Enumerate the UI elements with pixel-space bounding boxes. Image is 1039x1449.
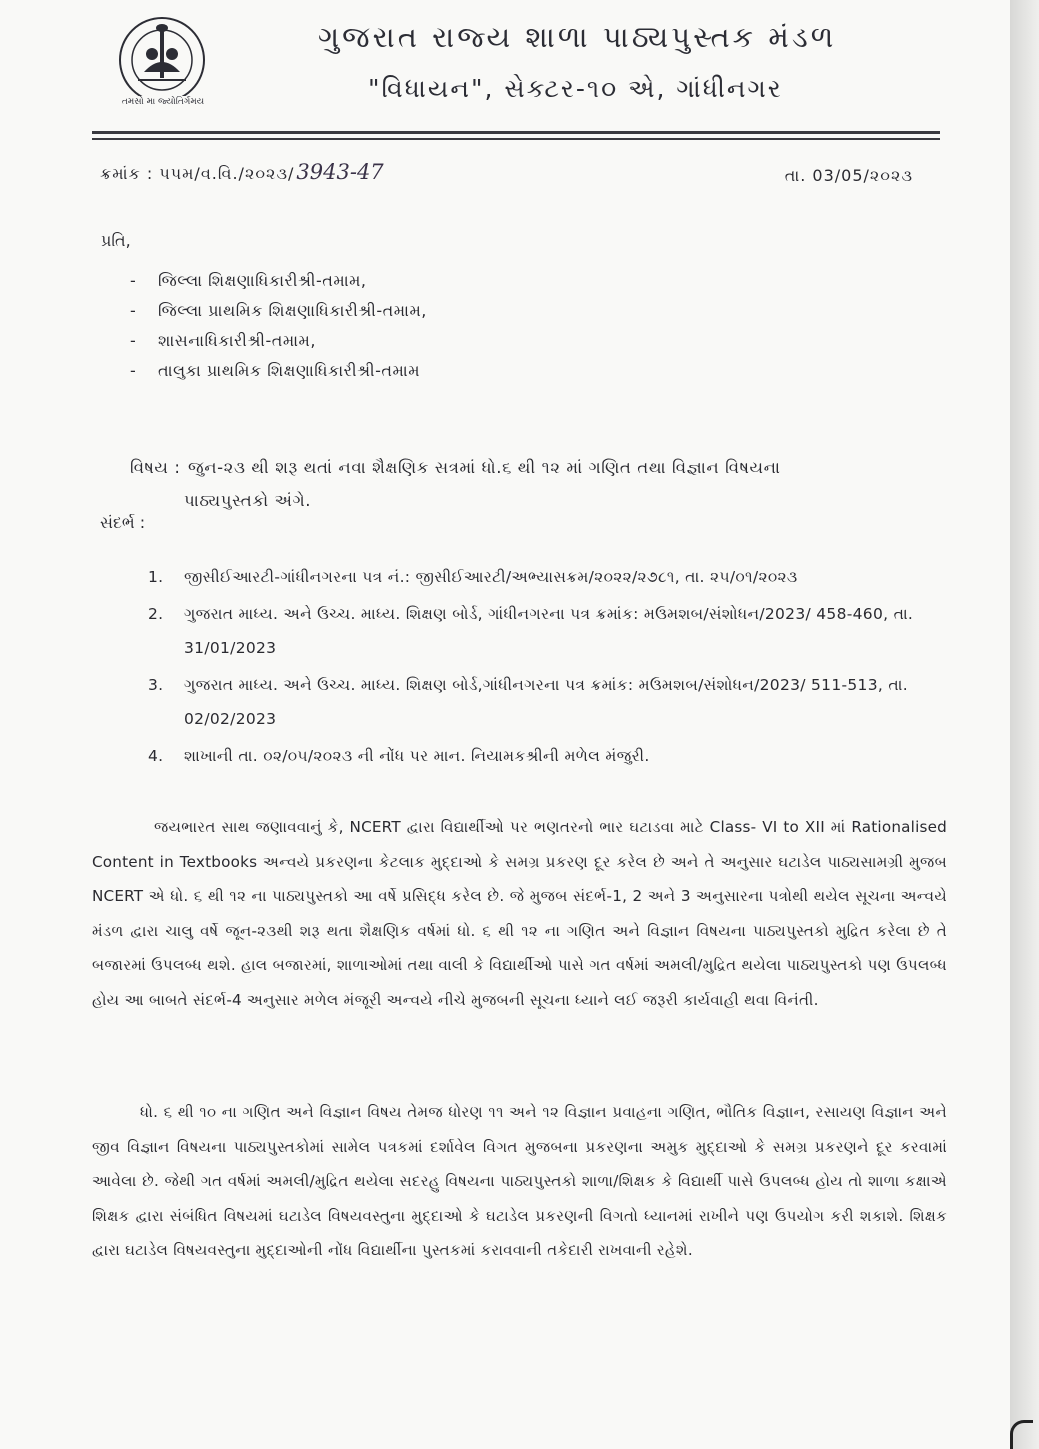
reference-number	[100, 160, 384, 184]
body-paragraph-1: જયભારત સાથ જણાવવાનું કે, NCERT દ્વારા વિદ્યાર્થીઓ પર ભણતરનો ભાર ઘટાડવા માટે Class- VI to XII માં Rationalised Content in Textbooks અન્વયે પ્રકરણના કેટલાક મુદ્દાઓ કે સમગ્ર પ્રકરણ દૂર કરેલ છે અને તે અનુસાર ઘટાડેલ પાઠ્યસામગ્રી મુજબ NCERT એ ધો. ૬ થી ૧૨ ના પાઠ્યપુસ્તકો આ વર્ષે પ્રસિદ્ધ કરેલ છે. જે મુજબ સંદર્ભ-1, 2 અને 3 અનુસારના પત્રોથી થયેલ સૂચના અન્વયે મંડળ દ્વારા ચાલુ વર્ષે જૂન-૨૩થી શરૂ થતા શૈક્ષણિક વર્ષમાં ધો. ૬ થી ૧૨ ના ગણિત અને વિજ્ઞાન વિષયના પાઠ્યપુસ્તકો મુદ્રિત કરેલા છે તે બજારમાં ઉપલબ્ધ થશે. હાલ બજારમાં, શાળાઓમાં તથા વાલી કે વિદ્યાર્થીઓ પાસે ગત વર્ષમાં અમલી/મુદ્રિત થયેલા પાઠ્યપુસ્તકો પણ ઉપલબ્ધ હોય આ બાબતે સંદર્ભ-4 અનુસાર મળેલ મંજૂરી અન્વયે નીચે મુજબની સૂચના ધ્યાને લઈ જરૂરી કાર્યવાહી થવા વિનંતી.	[92, 818, 947, 1009]
subject-label: વિષય :	[130, 458, 181, 477]
references-label: સંદર્ભ :	[100, 513, 146, 532]
page-edge	[1010, 0, 1039, 1449]
subject-text: જુન-૨૩ થી શરૂ થતાં નવા શૈક્ષણિક સત્રમાં ધો.૬ થી ૧૨ માં ગણિત તથા વિજ્ઞાન વિષયના	[188, 458, 781, 477]
body-paragraph-2: ધો. ૬ થી ૧૦ ના ગણિત અને વિજ્ઞાન વિષય તેમજ ધોરણ ૧૧ અને ૧૨ વિજ્ઞાન પ્રવાહના ગણિત, ભૌતિક વિજ્ઞાન, રસાયણ વિજ્ઞાન અને જીવ વિજ્ઞાન વિષયના પાઠ્યપુસ્તકોમાં સામેલ પત્રકમાં દર્શાવેલ વિગત મુજબના પ્રકરણના અમુક મુદ્દાઓ કે સમગ્ર પ્રકરણને દૂર કરવામાં આવેલા છે. જેથી ગત વર્ષમાં અમલી/મુદ્રિત થયેલા સદરહુ વિષયના પાઠ્યપુસ્તકો શાળા/શિક્ષક કે વિદ્યાર્થી પાસે ઉપલબ્ધ હોય તો શાળા કક્ષાએ શિક્ષક દ્વારા સંબંધિત વિષયમાં ઘટાડેલ વિષયવસ્તુના મુદ્દાઓ કે ઘટાડેલ પ્રકરણની વિગતો ધ્યાનમાં રાખીને પણ ઉપયોગ કરી શકાશે. શિક્ષક દ્વારા ઘટાડેલ વિષયવસ્તુના મુદ્દાઓની નોંધ વિદ્યાર્થીના પુસ્તકમાં કરાવવાની તકેદારી રાખવાની રહેશે.	[92, 1103, 948, 1260]
list-item: 4. શાખાની તા. ૦૨/૦૫/૨૦૨૩ ની નોંધ પર માન. નિયામકશ્રીની મળેલ મંજુરી.	[148, 747, 650, 765]
subject-text-continued: પાઠ્યપુસ્તકો અંગે.	[184, 491, 312, 510]
logo-motto: તમસો મા જ્યોતિર્ગમય	[121, 97, 205, 107]
list-item: 3. ગુજરાત માધ્ય. અને ઉચ્ચ. માધ્ય. શિક્ષણ બોર્ડ,ગાંધીનગરના પત્ર ક્રમાંક: મઉમશબ/સંશોધન/2023/ 511-513, તા. 02/02/2023	[148, 676, 908, 728]
organization-name: ગુજરાત રાજ્ય શાળા પાઠ્યપુસ્તક મંડળ	[318, 20, 837, 54]
organization-address: "વિધાયન", સેક્ટર-૧૦ એ, ગાંધીનગર	[368, 74, 783, 103]
reference-prefix: ક્રમાંક : પપમ/વ.વિ./૨૦૨૩/	[100, 164, 295, 183]
list-item: - શાસનાધિકારીશ્રી-તમામ,	[130, 331, 316, 350]
references-list	[148, 560, 948, 773]
edge-mark	[1010, 1420, 1033, 1449]
recipient-list	[130, 266, 427, 386]
letter-date: તા. 03/05/૨૦૨૩	[784, 166, 913, 185]
header-divider	[92, 131, 940, 134]
header-divider-secondary	[92, 138, 940, 140]
list-item: 2. ગુજરાત માધ્ય. અને ઉચ્ચ. માધ્ય. શિક્ષણ બોર્ડ, ગાંધીનગરના પત્ર ક્રમાંક: મઉમશબ/સંશોધન/2023/ 458-460, તા. 31/01/2023	[148, 605, 914, 657]
list-item: - જિલ્લા શિક્ષણાધિકારીશ્રી-તમામ,	[130, 271, 367, 290]
to-label: પ્રતિ,	[101, 231, 131, 250]
list-item: - તાલુકા પ્રાથમિક શિક્ષણાધિકારીશ્રી-તમામ	[130, 361, 421, 380]
list-item: - જિલ્લા પ્રાથમિક શિક્ષણાધિકારીશ્રી-તમામ,	[130, 301, 427, 320]
handwritten-reference: 3943-47	[296, 160, 384, 184]
list-item: 1. જીસીઈઆરટી-ગાંધીનગરના પત્ર નં.: જીસીઈઆરટી/અભ્યાસક્રમ/૨૦૨૨/૨૭૮૧, તા. ૨૫/૦૧/૨૦૨૩	[148, 568, 798, 586]
subject	[130, 451, 950, 517]
